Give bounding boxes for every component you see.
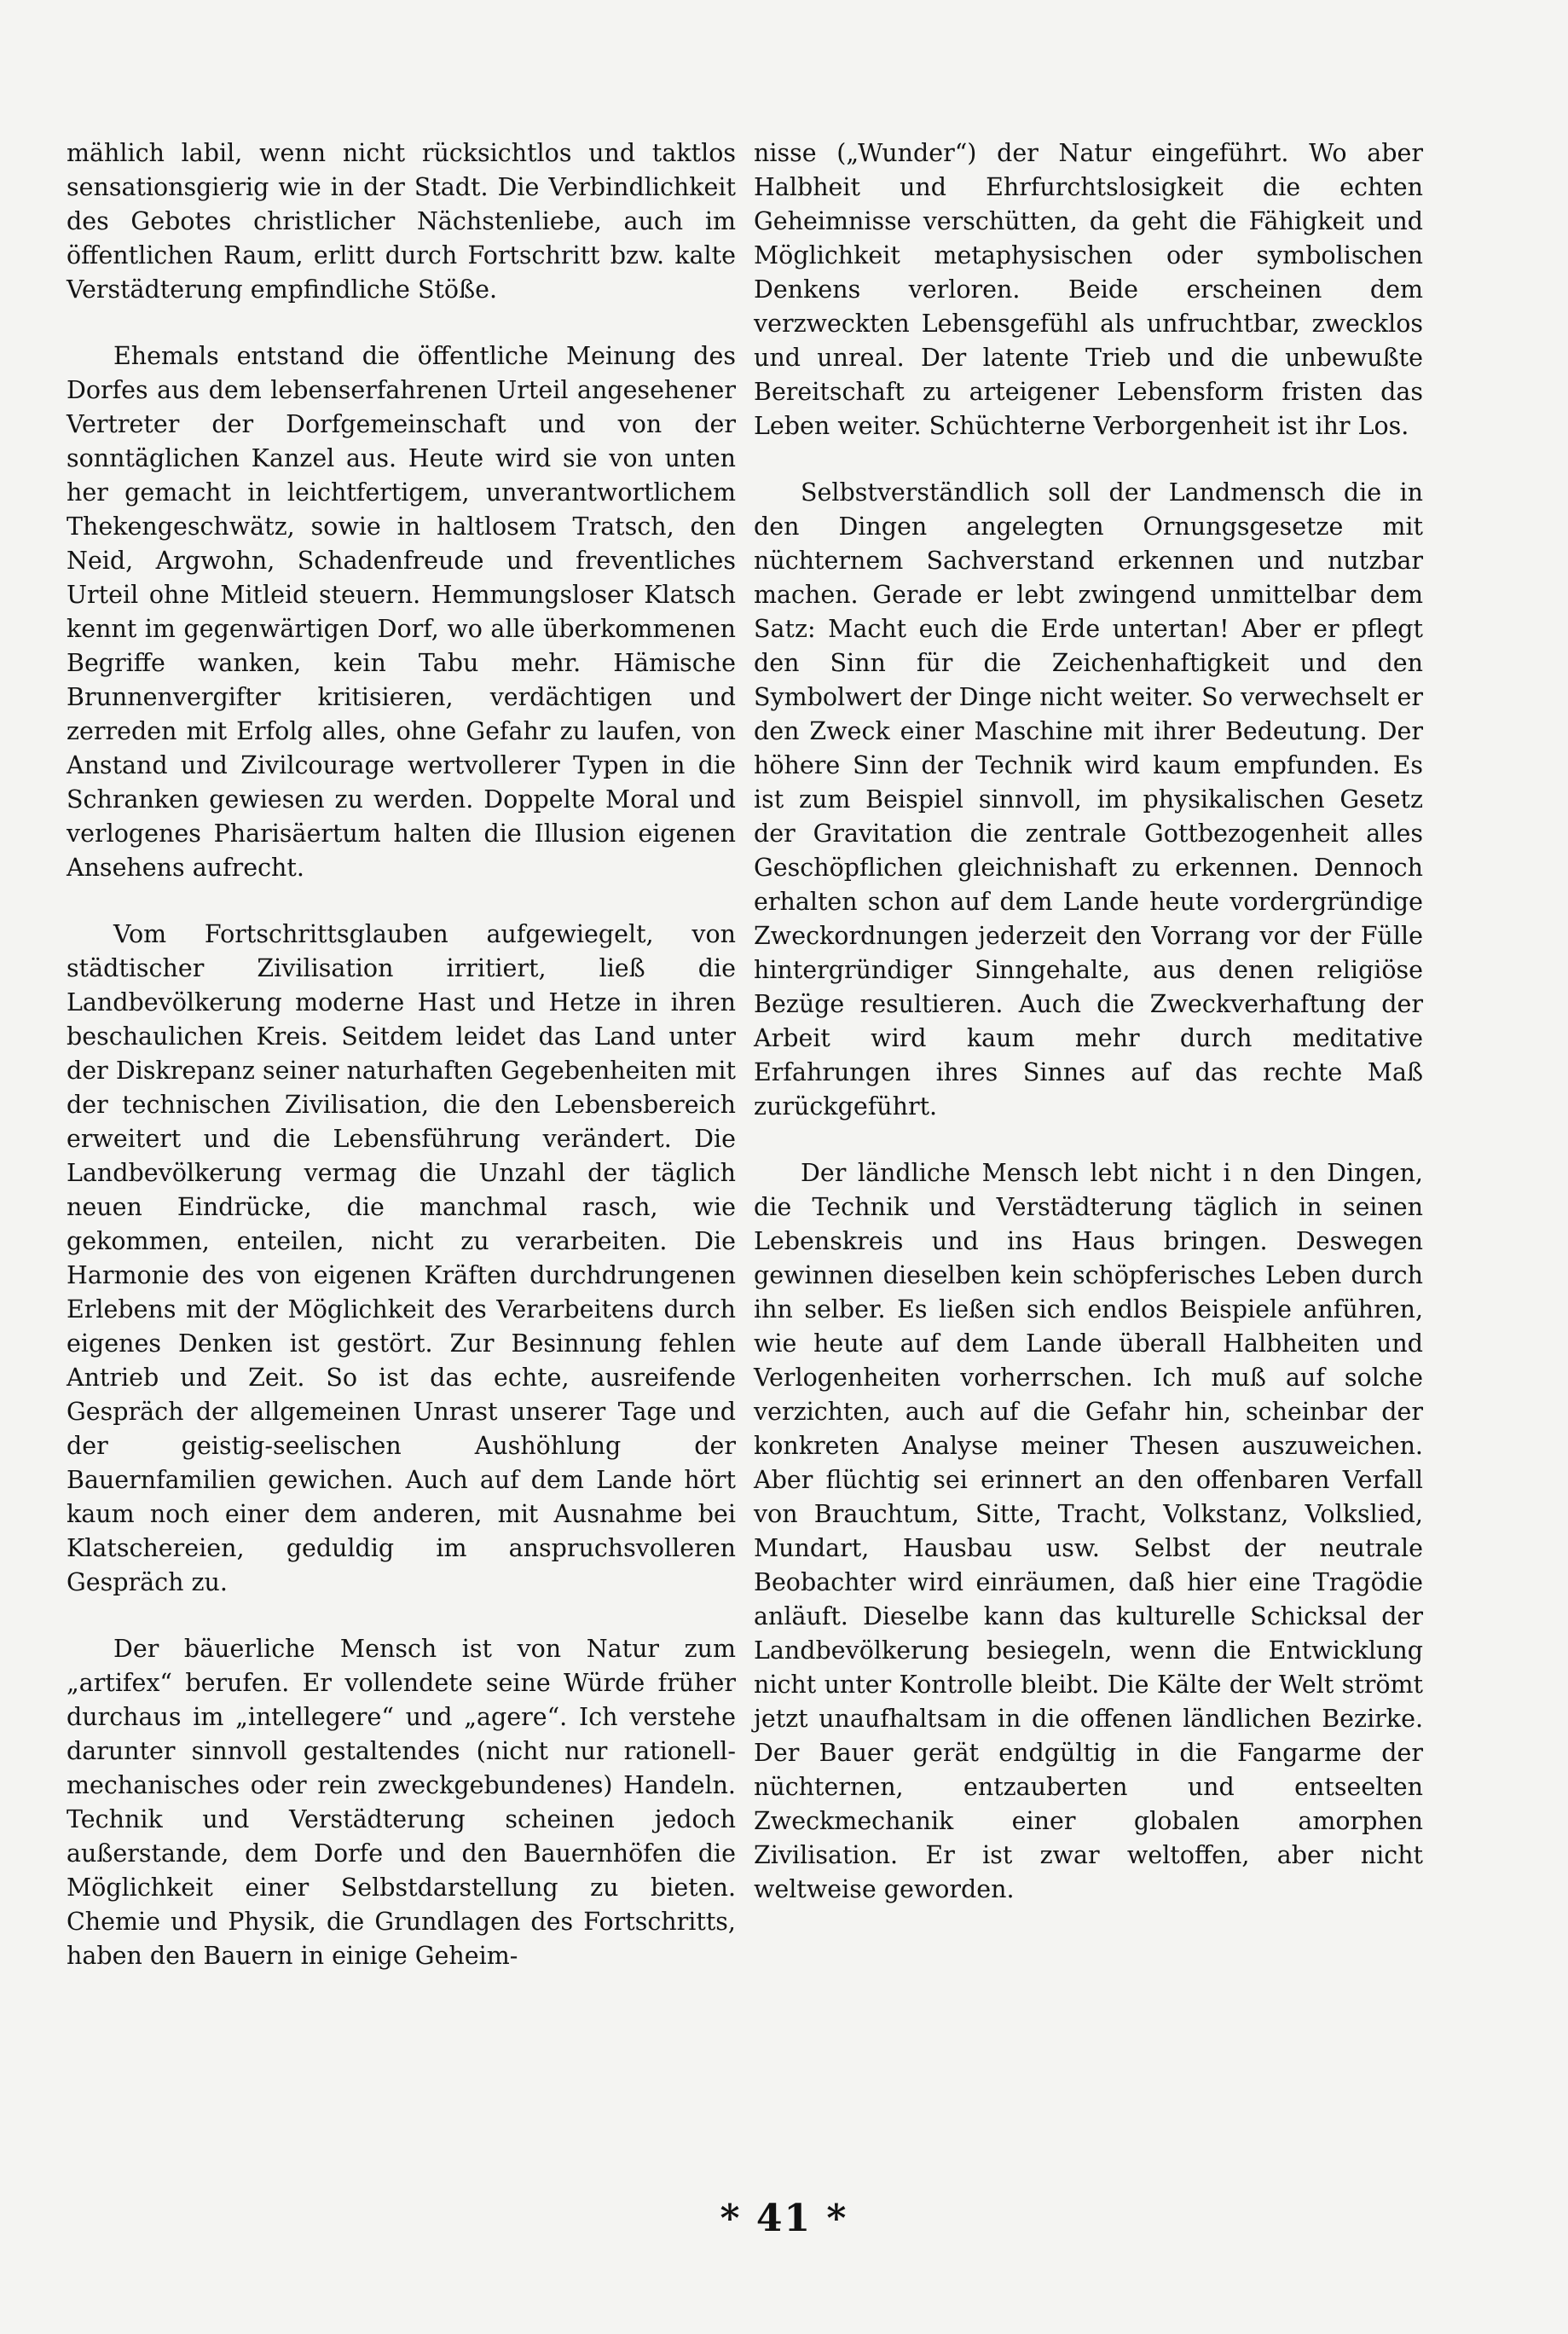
page-number: * 41 *	[720, 2197, 848, 2240]
paragraph: mählich labil, wenn nicht rücksichtlos und taktlos sensationsgierig wie in der Stadt. Die Verbindlichkeit des Gebotes christlicher Nächstenliebe, auch im öffentlichen Raum, erlitt durch Fortschritt bzw. kalte Verstädterung empfindliche Stöße.	[67, 139, 736, 304]
paragraph: nisse („Wunder“) der Natur eingeführt. Wo aber Halbheit und Ehrfurchtslosigkeit die echten Geheimnisse verschütten, da geht die Fähigkeit und Möglichkeit metaphysischen oder symbolischen Denkens verloren. Beide erscheinen dem verzweckten Lebensgefühl als unfruchtbar, zwecklos und unreal. Der latente Trieb und die unbewußte Bereitschaft zu arteigener Lebensform fristen das Leben weiter. Schüchterne Verborgenheit ist ihr Los.	[754, 139, 1423, 440]
paragraph: Der bäuerliche Mensch ist von Natur zum „artifex“ berufen. Er vollendete seine Würde früher durchaus im „intellegere“ und „agere“. Ich verstehe darunter sinnvoll gestaltendes (nicht nur rationell-mechanisches oder rein zweckgebundenes) Handeln. Technik und Verstädterung scheinen jedoch außerstande, dem Dorfe und den Bauernhöfen die Möglichkeit einer Selbstdarstellung zu bieten. Chemie und Physik, die Grundlagen des Fortschritts, haben den Bauern in einige Geheim-	[67, 1635, 736, 1970]
paragraph: Ehemals entstand die öffentliche Meinung des Dorfes aus dem lebenserfahrenen Urteil angesehener Vertreter der Dorfgemeinschaft und von der sonntäglichen Kanzel aus. Heute wird sie von unten her gemacht in leichtfertigem, unverantwortlichem Thekengeschwätz, sowie in haltlosem Tratsch, den Neid, Argwohn, Schadenfreude und freventliches Urteil ohne Mitleid steuern. Hemmungsloser Klatsch kennt im gegenwärtigen Dorf, wo alle überkommenen Begriffe wanken, kein Tabu mehr. Hämische Brunnenvergifter kritisieren, verdächtigen und zerreden mit Erfolg alles, ohne Gefahr zu laufen, von Anstand und Zivilcourage wertvollerer Typen in die Schranken gewiesen zu werden. Doppelte Moral und verlogenes Pharisäertum halten die Illusion eigenen Ansehens aufrecht.	[67, 342, 736, 882]
right-column	[754, 136, 1423, 1939]
paragraph: Vom Fortschrittsglauben aufgewiegelt, von städtischer Zivilisation irritiert, ließ die Landbevölkerung moderne Hast und Hetze in ihren beschaulichen Kreis. Seitdem leidet das Land unter der Diskrepanz seiner naturhaften Gegebenheiten mit der technischen Zivilisation, die den Lebensbereich erweitert und die Lebensführung verändert. Die Landbevölkerung vermag die Unzahl der täglich neuen Eindrücke, die manchmal rasch, wie gekommen, enteilen, nicht zu verarbeiten. Die Harmonie des von eigenen Kräften durchdrungenen Erlebens mit der Möglichkeit des Verarbeitens durch eigenes Denken ist gestört. Zur Besinnung fehlen Antrieb und Zeit. So ist das echte, ausreifende Gespräch der allgemeinen Unrast unserer Tage und der geistig-seelischen Aushöhlung der Bauernfamilien gewichen. Auch auf dem Lande hört kaum noch einer dem anderen, mit Ausnahme bei Klatschereien, geduldig im anspruchsvolleren Gespräch zu.	[67, 920, 736, 1596]
paragraph: Der ländliche Mensch lebt nicht i n den Dingen, die Technik und Verstädterung täglich in seinen Lebenskreis und ins Haus bringen. Deswegen gewinnen dieselben kein schöpferisches Leben durch ihn selber. Es ließen sich endlos Beispiele anführen, wie heute auf dem Lande überall Halbheiten und Verlogenheiten vorherrschen. Ich muß auf solche verzichten, auch auf die Gefahr hin, scheinbar der konkreten Analyse meiner Thesen auszuweichen. Aber flüchtig sei erinnert an den offenbaren Verfall von Brauchtum, Sitte, Tracht, Volkstanz, Volkslied, Mundart, Hausbau usw. Selbst der neutrale Beobachter wird einräumen, daß hier eine Tragödie anläuft. Dieselbe kann das kulturelle Schicksal der Landbevölkerung besiegeln, wenn die Entwicklung nicht unter Kontrolle bleibt. Die Kälte der Welt strömt jetzt unaufhaltsam in die offenen ländlichen Bezirke. Der Bauer gerät endgültig in die Fangarme der nüchternen, entzauberten und entseelten Zweckmechanik einer globalen amorphen Zivilisation. Er ist zwar weltoffen, aber nicht weltweise geworden.	[754, 1159, 1423, 1903]
paragraph: Selbstverständlich soll der Landmensch die in den Dingen angelegten Ornungsgesetze mit nüchternem Sachverstand erkennen und nutzbar machen. Gerade er lebt zwingend unmittelbar dem Satz: Macht euch die Erde untertan! Aber er pflegt den Sinn für die Zeichenhaftigkeit und den Symbolwert der Dinge nicht weiter. So verwechselt er den Zweck einer Maschine mit ihrer Bedeutung. Der höhere Sinn der Technik wird kaum empfunden. Es ist zum Beispiel sinnvoll, im physikalischen Gesetz der Gravitation die zentrale Gottbezogenheit alles Geschöpflichen gleichnishaft zu erkennen. Dennoch erhalten schon auf dem Lande heute vordergründige Zweckordnungen jederzeit den Vorrang vor der Fülle hintergründiger Sinngehalte, aus denen religiöse Bezüge resultieren. Auch die Zweckverhaftung der Arbeit wird kaum mehr durch meditative Erfahrungen ihres Sinnes auf das rechte Maß zurückgeführt.	[754, 478, 1423, 1121]
left-column	[67, 136, 736, 2006]
